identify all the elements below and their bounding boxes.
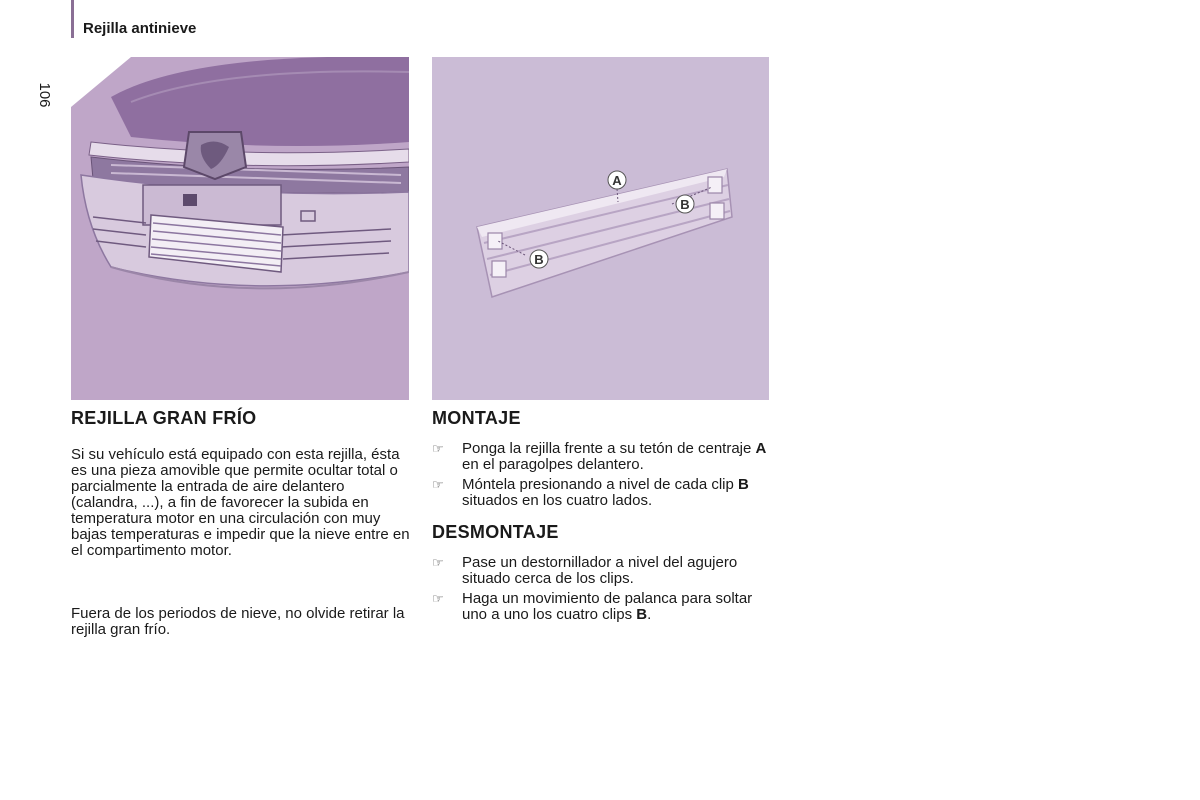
callout-b-right-label: B	[680, 197, 690, 212]
note-paragraph: Fuera de los periodos de nieve, no olvide retirar la rejilla gran frío.	[71, 605, 405, 638]
right-column	[432, 408, 772, 627]
callout-b-left	[530, 250, 548, 268]
page-number: 106	[36, 82, 54, 108]
pointing-hand-icon: ☞	[432, 441, 444, 456]
callout-a-label: A	[612, 173, 622, 188]
pointing-hand-icon: ☞	[432, 591, 444, 606]
grille-clips-diagram	[432, 57, 769, 400]
desmontaje-title: DESMONTAJE	[432, 522, 559, 542]
list-item: ☞ Móntela presionando a nivel de cada clip B situados en los cuatro lados.	[432, 476, 749, 509]
list-item: ☞ Pase un destornillador a nivel del agujero situado cerca de los clips.	[432, 554, 738, 587]
car-front-illustration	[71, 57, 409, 400]
pointing-hand-icon: ☞	[432, 477, 444, 492]
left-column	[71, 408, 411, 638]
desmontaje-steps	[432, 555, 772, 623]
callout-b-left-label: B	[534, 252, 544, 267]
header-accent-bar	[71, 0, 74, 38]
montaje-title: MONTAJE	[432, 408, 521, 428]
montaje-steps	[432, 441, 772, 509]
list-item: ☞ Haga un movimiento de palanca para soltar uno a uno los cuatro clips B.	[432, 590, 753, 623]
list-item: ☞ Ponga la rejilla frente a su tetón de centraje A en el paragolpes delantero.	[432, 440, 767, 473]
rejilla-title: REJILLA GRAN FRÍO	[71, 408, 257, 428]
car-front-grille-illustration	[71, 57, 409, 400]
pointing-hand-icon: ☞	[432, 555, 444, 570]
callout-b-right	[676, 195, 694, 213]
section-title: Rejilla antinieve	[83, 20, 197, 37]
grille-clips-illustration	[432, 57, 769, 400]
callout-a	[608, 171, 626, 189]
intro-paragraph: Si su vehículo está equipado con esta rejilla, ésta es una pieza amovible que permite ocultar total o parcialmente la entrada de aire delantero (calandra, ...), a fin de favorecer la subida en temperatura motor en una circulación con muy bajas temperaturas e impedir que la nieve entre en el compartimento motor.	[71, 446, 410, 559]
